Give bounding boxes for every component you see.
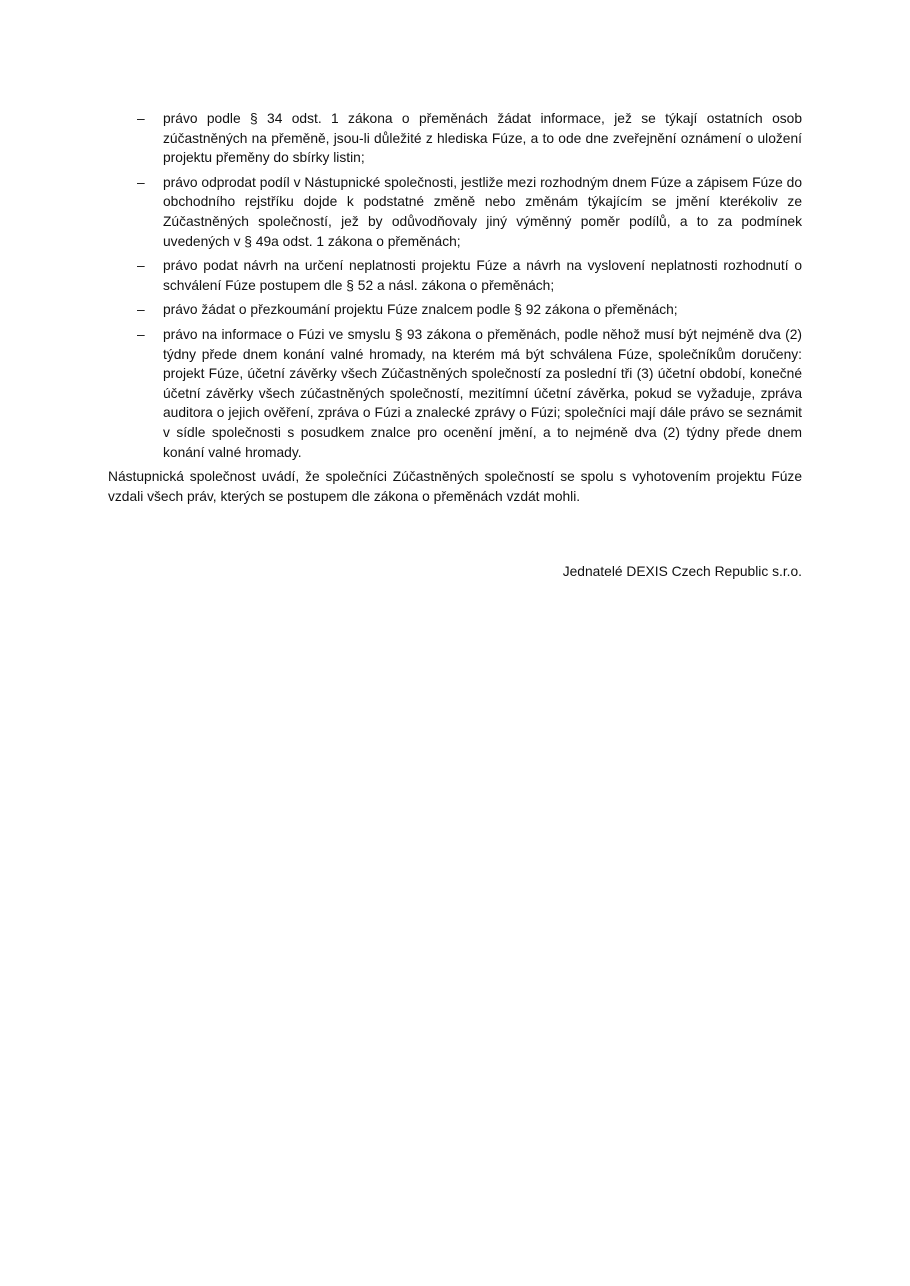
right-text-3: právo podat návrh na určení neplatnosti projektu Fúze a návrh na vyslovení neplatnosti rozhodnutí o schválení Fúze postupem dle § 52 a násl. zákona o přeměnách; [163, 258, 802, 293]
list-item [108, 109, 802, 168]
right-text-5: právo na informace o Fúzi ve smyslu § 93 zákona o přeměnách, podle něhož musí být nejméně dva (2) týdny přede dnem konání valné hromady, na kterém má být schválena Fúze, společníkům doručeny: projekt Fúze, účetní závěrky všech Zúčastněných společností za poslední tři (3) účetní období, konečné účetní závěrky všech zúčastněných společností, mezitímní účetní závěrka, pokud se vyžaduje, zpráva auditora o jejich ověření, zpráva o Fúzi a znalecké zprávy o Fúzi; společníci mají dále právo se seznámit v sídle společnosti s posudkem znalce pro ocenění jmění, a to nejméně dva (2) týdny přede dnem konání valné hromady. [163, 326, 802, 460]
right-text-4: právo žádat o přezkoumání projektu Fúze znalcem podle § 92 zákona o přeměnách; [163, 302, 678, 318]
list-dash: – [137, 302, 145, 318]
right-text-2: právo odprodat podíl v Nástupnické společnosti, jestliže mezi rozhodným dnem Fúze a zápisem Fúze do obchodního rejstříku dojde k podstatné změně nebo změnám týkajícím se jmění kterékoliv ze Zúčastněných společností, jež by odůvodňovaly jiný výměnný poměr podílů, a to za podmínek uvedených v § 49a odst. 1 zákona o přeměnách; [163, 174, 802, 249]
list-item [108, 173, 802, 251]
list-dash: – [137, 326, 145, 342]
right-text-1: právo podle § 34 odst. 1 zákona o přeměnách žádat informace, jež se týkají ostatních osob zúčastněných na přeměně, jsou-li důležité z hlediska Fúze, a to ode dne zveřejnění oznámení o uložení projektu přeměny do sbírky listin; [163, 111, 802, 166]
rights-list [108, 109, 802, 462]
document-body [108, 109, 802, 506]
list-dash: – [137, 258, 145, 274]
list-dash: – [137, 174, 145, 190]
closing-paragraph: Nástupnická společnost uvádí, že společníci Zúčastněných společností se spolu s vyhotovením projektu Fúze vzdali všech práv, kterých se postupem dle zákona o přeměnách vzdát mohli. [108, 469, 802, 504]
list-item [108, 256, 802, 295]
list-dash: – [137, 111, 145, 126]
list-item [108, 300, 802, 320]
signature-line: Jednatelé DEXIS Czech Republic s.r.o. [562, 564, 802, 579]
list-item [108, 325, 802, 462]
